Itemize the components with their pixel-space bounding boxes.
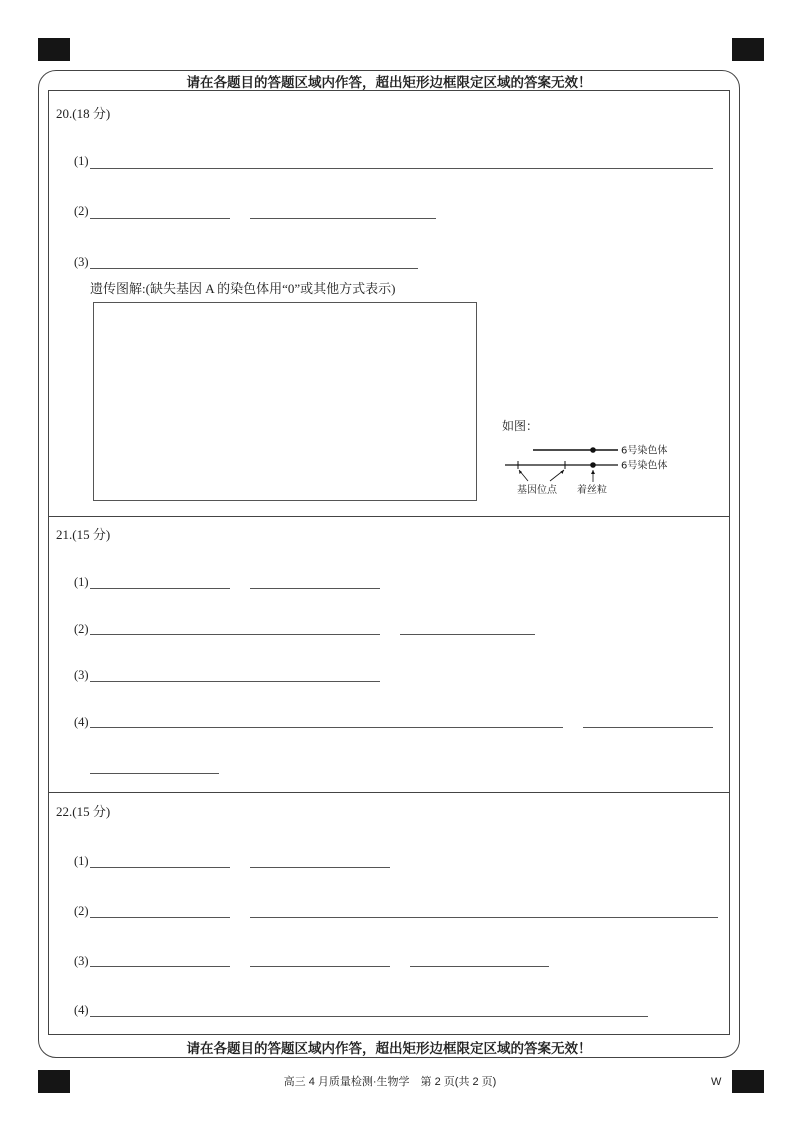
header-notice: 请在各题目的答题区域内作答，超出矩形边框限定区域的答案无效！	[186, 75, 592, 90]
gene-locus-arrowhead-2	[561, 470, 565, 474]
q21-part-4-answer-line-c[interactable]	[90, 773, 219, 774]
q20-part-2-label: (2)	[74, 204, 89, 218]
q20-part-3-answer-line[interactable]	[90, 268, 418, 269]
q22-part-3-answer-line-b[interactable]	[250, 966, 390, 967]
q20-figure-caption: 如图：	[502, 419, 539, 433]
gene-locus-label: 基因位点	[517, 485, 557, 496]
chromosome-diagram	[500, 440, 680, 500]
q22-part-1-label: (1)	[74, 854, 89, 868]
q21-part-2-label: (2)	[74, 622, 89, 636]
q21-part-1-answer-line-a[interactable]	[90, 588, 230, 589]
q20-part-1-label: (1)	[74, 154, 89, 168]
q22-part-3-answer-line-c[interactable]	[410, 966, 549, 967]
q22-part-1-answer-line-b[interactable]	[250, 867, 390, 868]
q20-part-2-answer-line-a[interactable]	[90, 218, 230, 219]
bottom-notice: 请在各题目的答题区域内作答，超出矩形边框限定区域的答案无效！	[186, 1041, 592, 1056]
q21-part-2-answer-line-a[interactable]	[90, 634, 380, 635]
q21-part-4-answer-line-a[interactable]	[90, 727, 563, 728]
chromosome-label-lower: 6号染色体	[621, 460, 668, 472]
q21-part-3-answer-line[interactable]	[90, 681, 380, 682]
q22-part-2-answer-line-b[interactable]	[250, 917, 718, 918]
q21-part-4-label: (4)	[74, 715, 89, 729]
registration-mark-top-right	[732, 38, 764, 61]
q21-part-1-label: (1)	[74, 575, 89, 589]
q22-part-2-answer-line-a[interactable]	[90, 917, 230, 918]
version-code: W	[711, 1076, 722, 1088]
section-divider-q20-q21	[48, 516, 730, 517]
page-footer-info: 高三 4 月质量检测·生物学 第 2 页(共 2 页)	[283, 1076, 497, 1088]
q22-part-1-answer-line-a[interactable]	[90, 867, 230, 868]
answer-area-frame	[48, 90, 730, 1035]
registration-mark-top-left	[38, 38, 70, 61]
q20-part-3-label: (3)	[74, 255, 89, 269]
q22-part-4-label: (4)	[74, 1003, 89, 1017]
q20-genetic-diagram-instruction: 遗传图解:(缺失基因 A 的染色体用“0”或其他方式表示)	[90, 281, 396, 296]
q22-part-2-label: (2)	[74, 904, 89, 918]
q21-title: 21.(15 分)	[56, 527, 111, 542]
q20-part-1-answer-line[interactable]	[90, 168, 713, 169]
q20-genetic-diagram-answer-box[interactable]	[93, 302, 477, 501]
q21-part-3-label: (3)	[74, 668, 89, 682]
q22-part-3-answer-line-a[interactable]	[90, 966, 230, 967]
centromere-upper	[590, 447, 596, 453]
section-divider-q21-q22	[48, 792, 730, 793]
q20-part-2-answer-line-b[interactable]	[250, 218, 436, 219]
q22-part-3-label: (3)	[74, 954, 89, 968]
centromere-lower	[590, 462, 596, 468]
q22-title: 22.(15 分)	[56, 804, 111, 819]
q21-part-4-answer-line-b[interactable]	[583, 727, 713, 728]
chromosome-label-upper: 6号染色体	[621, 445, 668, 457]
q21-part-1-answer-line-b[interactable]	[250, 588, 380, 589]
q20-title: 20.(18 分)	[56, 106, 111, 121]
centromere-arrowhead	[591, 470, 595, 474]
q22-part-4-answer-line[interactable]	[90, 1016, 648, 1017]
centromere-label: 着丝粒	[577, 485, 607, 496]
q21-part-2-answer-line-b[interactable]	[400, 634, 535, 635]
